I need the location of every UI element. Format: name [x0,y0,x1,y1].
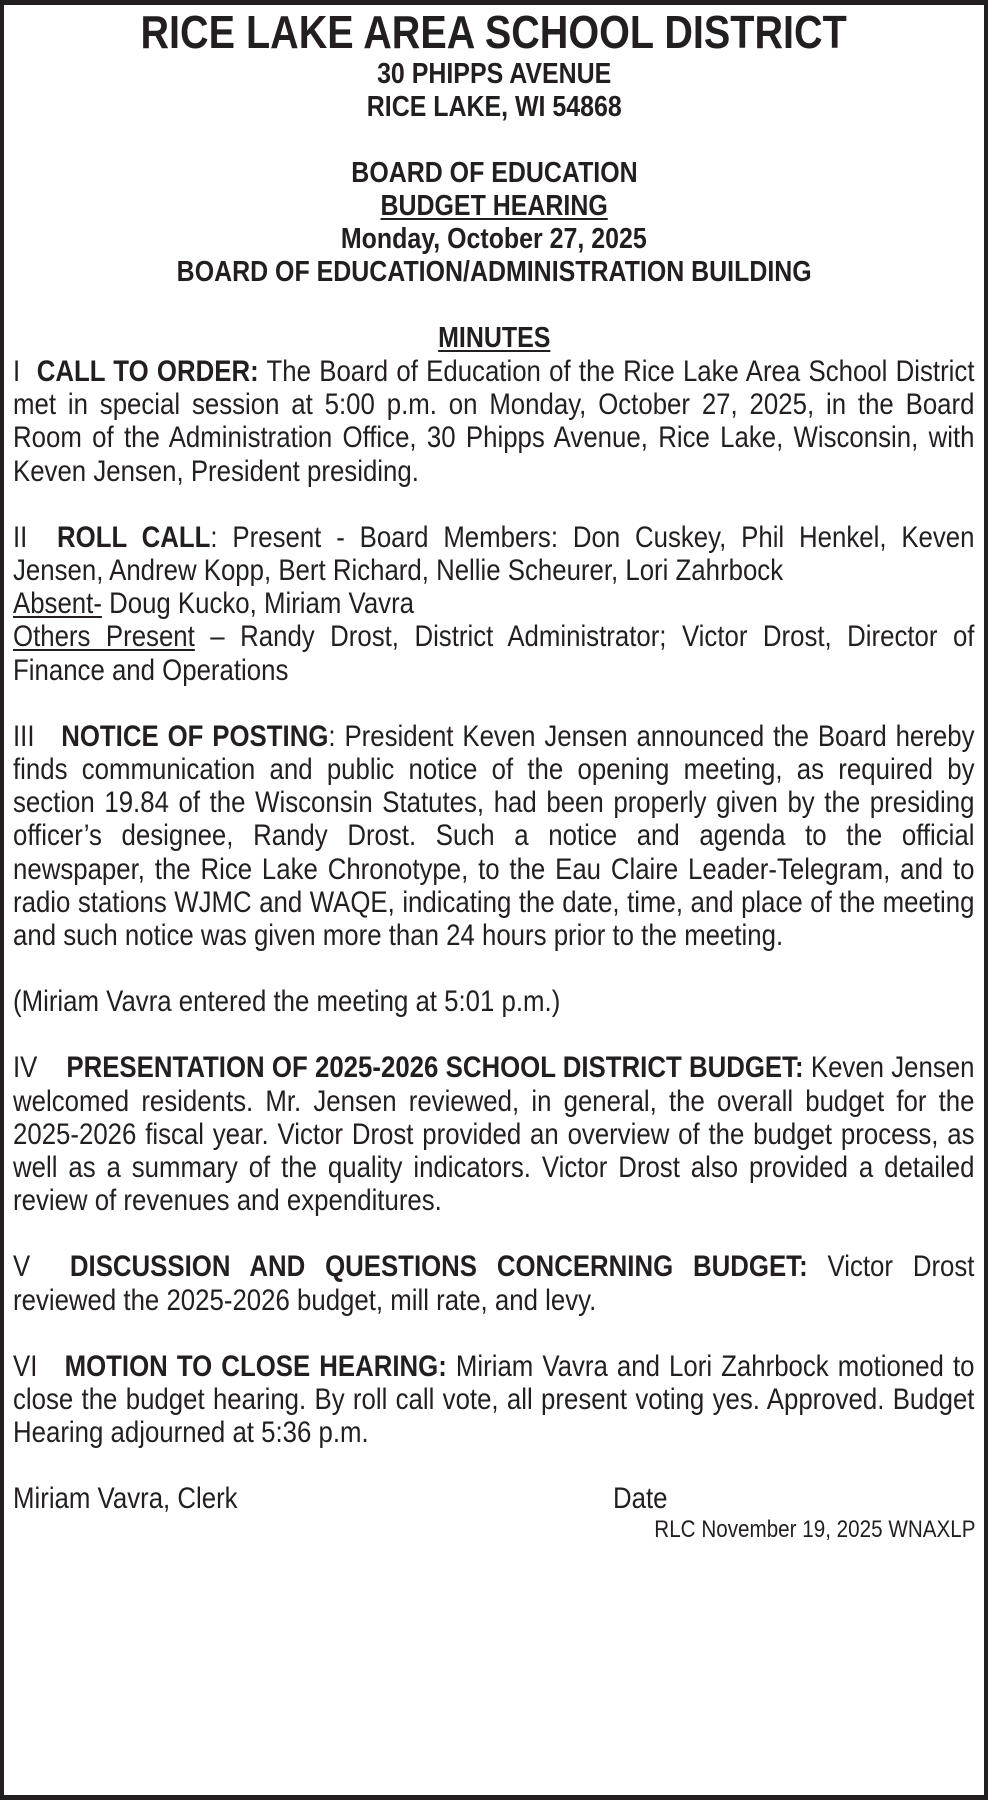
section-body: Keven Jensen welcomed residents. Mr. Jensen reviewed, in general, the overall budget for the 2025-2026 fiscal year. Victor Drost provided an overview of the budget process, as well as a summary of the quality indicators. Victor Drost also provided a detailed review of revenues and expenditures. [13,1051,975,1218]
attendance-note: (Miriam Vavra entered the meeting at 5:01 p.m.) [13,985,561,1019]
date-label: Date [613,1482,668,1516]
section-call-to-order [13,355,974,488]
meeting-type-text: BUDGET HEARING [380,190,608,222]
section-heading: PRESENTATION OF 2025-2026 SCHOOL DISTRICT BUDGET: [66,1051,804,1085]
legal-notice [13,0,975,1545]
clerk-signature: Miriam Vavra, Clerk [13,1482,238,1516]
section-body: : President Keven Jensen announced the Board hereby finds communication and public notice of the opening meeting, as required by section 19.84 of the Wisconsin Statutes, had been properly given by the presiding officer’s designee, Randy Drost. Such a notice and agenda to the official newspaper, the Rice Lake Chronotype, to the Eau Claire Leader-Telegram, and to radio stations WJMC and WAQE, indicating the date, time, and place of the meeting and such notice was given more than 24 hours prior to the meeting. [13,719,975,953]
publication-footer [13,1515,975,1545]
section-heading: ROLL CALL [57,520,211,554]
others-present-label: Others Present [13,620,195,654]
publication-info: RLC November 19, 2025 WNAXLP [653,1516,975,1544]
meeting-date [13,223,975,256]
section-numeral: II [13,520,28,554]
section-discussion [13,1250,974,1316]
section-numeral: V [13,1250,31,1284]
section-body: The Board of Education of the Rice Lake Area School District met in special session at 5:00 p.m. on Monday, October 27, 2025, in the Board Room of the Administration Office, 30 Phipps Avenue, Rice Lake, Wisconsin, with Keven Jensen, President presiding. [13,355,975,488]
address-line-2-text: RICE LAKE, WI 54868 [366,91,622,123]
address-line-2 [13,91,975,124]
meeting-type [13,190,975,223]
section-notice-of-posting [13,720,974,952]
section-numeral: IV [13,1051,38,1085]
section-roll-call [13,521,974,687]
district-name [13,6,975,58]
minutes-title [13,322,975,355]
district-name-text: RICE LAKE AREA SCHOOL DISTRICT [140,6,848,58]
section-body: Victor Drost reviewed the 2025-2026 budget, mill rate, and levy. [13,1250,975,1317]
section-numeral: III [13,719,35,753]
section-numeral: I [13,355,21,388]
absent-label: Absent- [13,587,102,621]
meeting-date-text: Monday, October 27, 2025 [341,223,647,255]
signature-line [13,1482,975,1515]
section-heading: NOTICE OF POSTING [61,719,329,753]
section-heading: MOTION TO CLOSE HEARING: [64,1349,447,1383]
minutes-title-text: MINUTES [437,322,551,354]
absent-members: Doug Kucko, Miriam Vavra [101,587,415,621]
address-line-1 [13,58,975,91]
section-presentation [13,1051,974,1217]
board-title-text: BOARD OF EDUCATION [350,157,638,189]
meeting-location [13,256,975,289]
section-body: : Present - Board Members: Don Cuskey, Phil Henkel, Keven Jensen, Andrew Kopp, Bert Richard, Nellie Scheurer, Lori Zahrbock [13,520,975,588]
section-body: Miriam Vavra and Lori Zahrbock motioned to close the budget hearing. By roll call vote, all present voting yes. Approved. Budget Hearing adjourned at 5:36 p.m. [13,1349,975,1450]
section-heading: CALL TO ORDER: [36,355,259,388]
section-motion [13,1350,974,1450]
board-title [13,157,975,190]
section-numeral: VI [13,1349,38,1383]
address-line-1-text: 30 PHIPPS AVENUE [376,58,612,90]
section-heading: DISCUSSION AND QUESTIONS CONCERNING BUDGET: [69,1250,808,1284]
others-present: – Randy Drost, District Administrator; Victor Drost, Director of Finance and Operations [13,620,975,687]
meeting-location-text: BOARD OF EDUCATION/ADMINISTRATION BUILDING [176,256,812,288]
